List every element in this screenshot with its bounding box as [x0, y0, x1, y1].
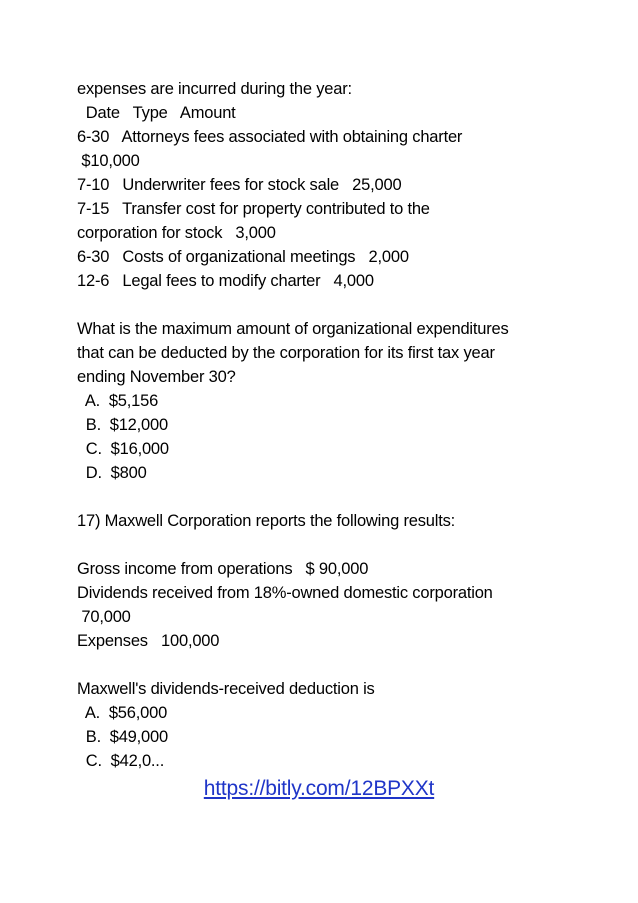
answer-option: C. $42,0... [77, 752, 165, 770]
table-header: Date Type Amount [77, 104, 236, 122]
expense-row: 12-6 Legal fees to modify charter 4,000 [77, 272, 374, 290]
results-line: Dividends received from 18%-owned domestic corporation [77, 584, 493, 602]
answer-option: A. $5,156 [77, 392, 159, 410]
question-text: ending November 30? [77, 368, 236, 386]
expense-row: 7-10 Underwriter fees for stock sale 25,000 [77, 176, 402, 194]
expense-row: 6-30 Costs of organizational meetings 2,000 [77, 248, 409, 266]
question-text: Maxwell's dividends-received deduction is [77, 680, 375, 698]
results-line: Gross income from operations $ 90,000 [77, 560, 369, 578]
download-link[interactable]: https://bitly.com/12BPXXt [203, 777, 435, 800]
answer-option: C. $16,000 [77, 440, 169, 458]
expense-row: 7-15 Transfer cost for property contributed to the [77, 200, 430, 218]
expense-row: corporation for stock 3,000 [77, 224, 276, 242]
answer-option: B. $12,000 [77, 416, 168, 434]
results-line: 70,000 [77, 608, 131, 626]
expense-row: 6-30 Attorneys fees associated with obtaining charter [77, 128, 463, 146]
question-text: What is the maximum amount of organizational expenditures [77, 320, 509, 338]
expense-row: $10,000 [77, 152, 140, 170]
answer-option: D. $800 [77, 464, 147, 482]
question-text: that can be deducted by the corporation for its first tax year [77, 344, 495, 362]
question-title: 17) Maxwell Corporation reports the following results: [77, 512, 456, 530]
results-line: Expenses 100,000 [77, 632, 220, 650]
answer-option: B. $49,000 [77, 728, 168, 746]
answer-option: A. $56,000 [77, 704, 168, 722]
intro-text: expenses are incurred during the year: [77, 80, 352, 98]
